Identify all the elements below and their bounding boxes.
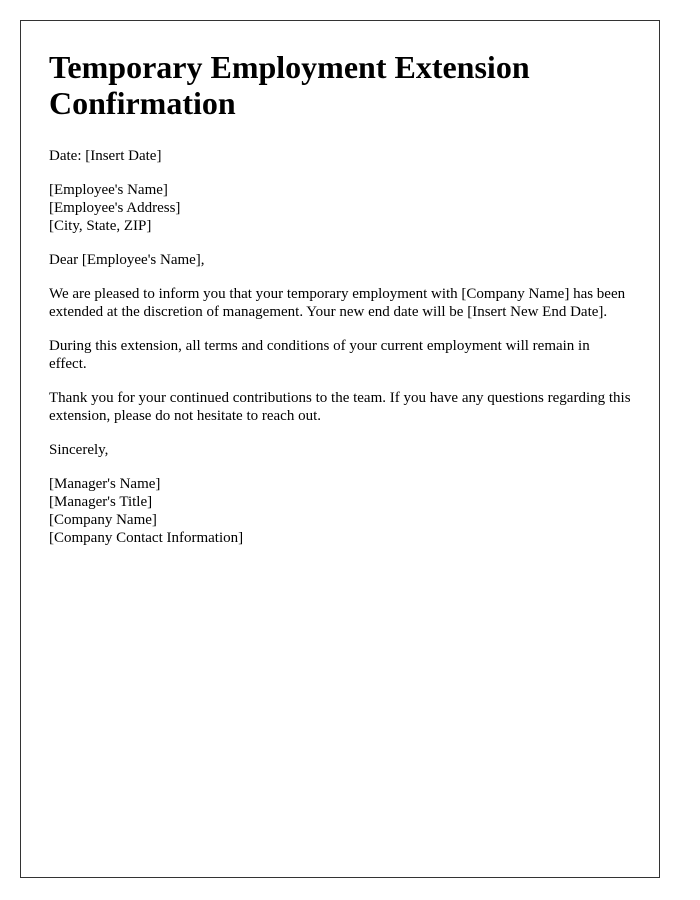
company-name: [Company Name] [49,512,157,528]
recipient-address-block [49,181,631,235]
letter-title: Temporary Employment Extension Confirmation [49,49,530,121]
manager-name: [Manager's Name] [49,476,161,492]
body-paragraph-3: Thank you for your continued contributions to the team. If you have any questions regarding this extension, please do not hesitate to reach out. [49,390,631,424]
letter-date: Date: [Insert Date] [49,148,162,164]
recipient-address: [Employee's Address] [49,200,181,216]
recipient-name: [Employee's Name] [49,182,168,198]
body-paragraph-2: During this extension, all terms and conditions of your current employment will remain in effect. [49,338,590,372]
letter-page [20,20,660,878]
manager-title: [Manager's Title] [49,494,153,510]
closing: Sincerely, [49,442,109,458]
signature-block [49,475,631,547]
salutation: Dear [Employee's Name], [49,252,205,268]
body-paragraph-1: We are pleased to inform you that your temporary employment with [Company Name] has been extended at the discretion of management. Your new end date will be [Insert New End Date]. [49,286,626,320]
recipient-city-state-zip: [City, State, ZIP] [49,218,152,234]
company-contact: [Company Contact Information] [49,530,244,546]
